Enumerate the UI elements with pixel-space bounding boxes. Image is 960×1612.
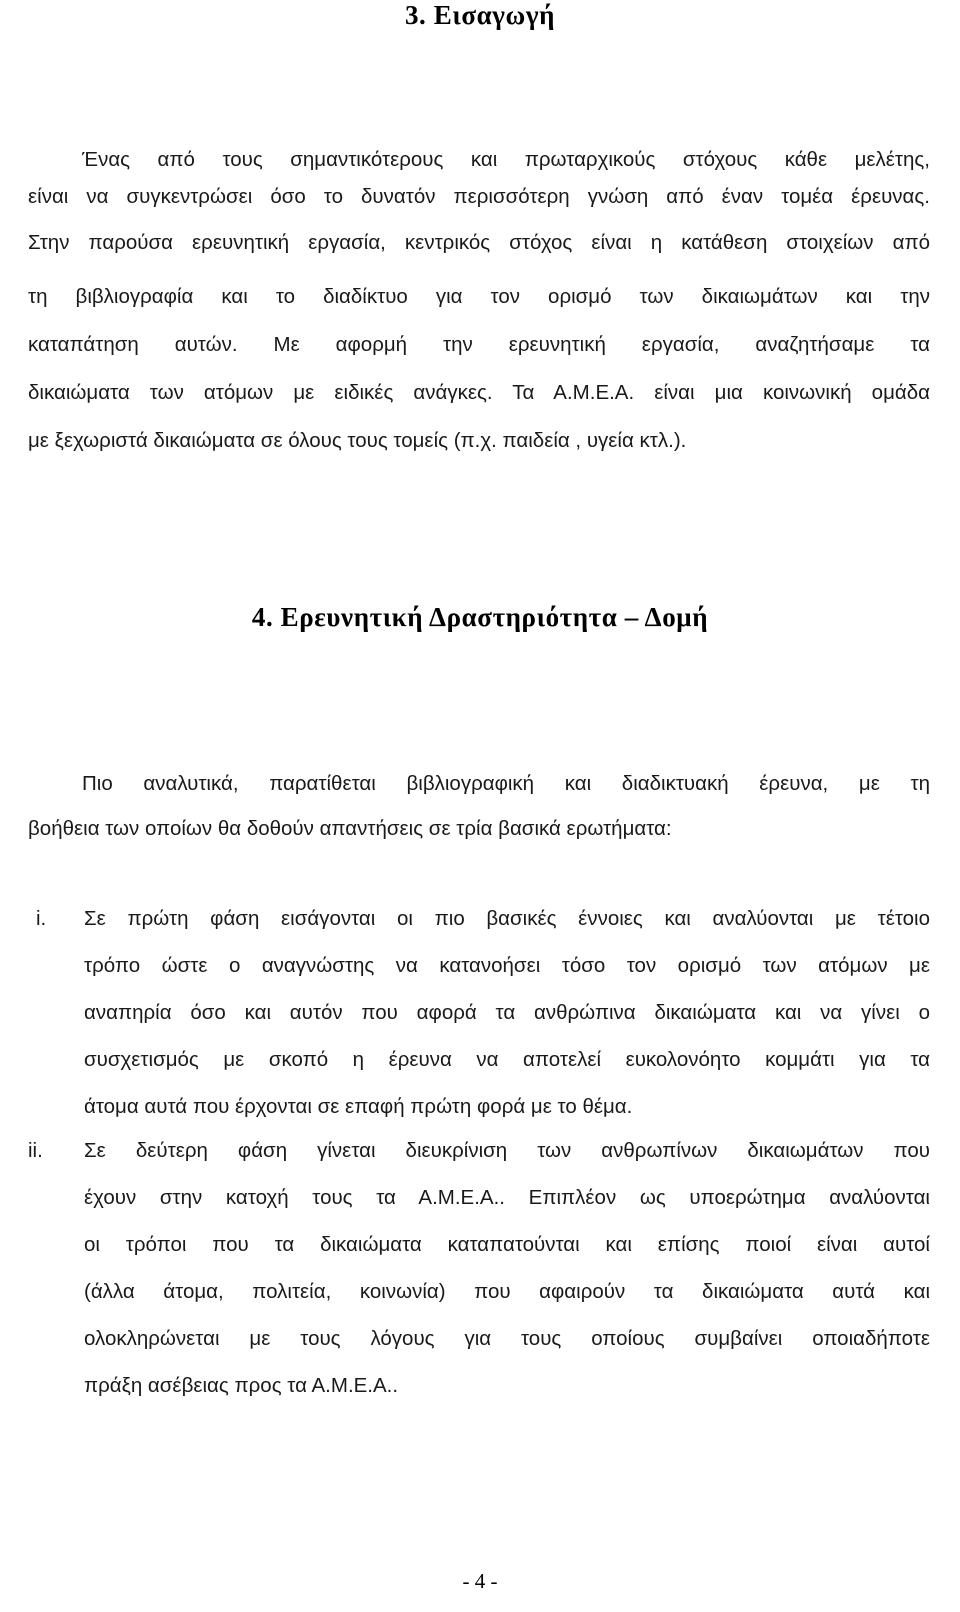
list-item-line: έχουν στην κατοχή τους τα Α.Μ.Ε.Α.. Επιπλέον ως υποερώτημα αναλύονται — [84, 1186, 930, 1209]
section-3-paragraph-line: είναι να συγκεντρώσει όσο το δυνατόν περισσότερη γνώση από έναν τομέα έρευνας. — [28, 185, 930, 208]
list-item-line: οι τρόποι που τα δικαιώματα καταπατούνται και επίσης ποιοί είναι αυτοί — [84, 1233, 930, 1256]
section-3-paragraph-line: τη βιβλιογραφία και το διαδίκτυο για τον ορισμό των δικαιωμάτων και την — [28, 285, 930, 308]
list-item-line: ολοκληρώνεται με τους λόγους για τους οποίους συμβαίνει οποιαδήποτε — [84, 1327, 930, 1350]
section-4-intro-line: βοήθεια των οποίων θα δοθούν απαντήσεις σε τρία βασικά ερωτήματα: — [28, 817, 672, 840]
section-3-paragraph-line: Στην παρούσα ερευνητική εργασία, κεντρικός στόχος είναι η κατάθεση στοιχείων από — [28, 231, 930, 254]
list-item-line: (άλλα άτομα, πολιτεία, κοινωνία) που αφαιρούν τα δικαιώματα αυτά και — [84, 1280, 930, 1303]
page-number: - 4 - — [462, 1569, 498, 1593]
list-marker-i: i. — [36, 907, 47, 930]
section-3-paragraph-line: καταπάτηση αυτών. Με αφορμή την ερευνητική εργασία, αναζητήσαμε τα — [28, 333, 930, 356]
section-3-paragraph-line: με ξεχωριστά δικαιώματα σε όλους τους τομείς (π.χ. παιδεία , υγεία κτλ.). — [28, 429, 687, 452]
section-3-paragraph-line: Ένας από τους σημαντικότερους και πρωταρχικούς στόχους κάθε μελέτης, — [82, 148, 930, 171]
list-item-line: τρόπο ώστε ο αναγνώστης να κατανοήσει τόσο τον ορισμό των ατόμων με — [84, 954, 930, 977]
section-3-paragraph-line: δικαιώματα των ατόμων με ειδικές ανάγκες. Τα Α.Μ.Ε.Α. είναι μια κοινωνική ομάδα — [28, 381, 930, 404]
list-marker-ii: ii. — [28, 1139, 43, 1162]
list-item-line: αναπηρία όσο και αυτόν που αφορά τα ανθρώπινα δικαιώματα και να γίνει ο — [84, 1001, 930, 1024]
list-item-line: συσχετισμός με σκοπό η έρευνα να αποτελεί ευκολονόητο κομμάτι για τα — [84, 1048, 930, 1071]
list-item-line: άτομα αυτά που έρχονται σε επαφή πρώτη φορά με το θέμα. — [84, 1095, 633, 1118]
section-3-heading: 3. Εισαγωγή — [404, 0, 556, 30]
section-4-heading: 4. Ερευνητική Δραστηριότητα – Δομή — [251, 602, 709, 632]
list-item-line: Σε πρώτη φάση εισάγονται οι πιο βασικές έννοιες και αναλύονται με τέτοιο — [84, 907, 930, 930]
list-item-line: Σε δεύτερη φάση γίνεται διευκρίνιση των ανθρωπίνων δικαιωμάτων που — [84, 1139, 930, 1162]
list-item-line: πράξη ασέβειας προς τα Α.Μ.Ε.Α.. — [84, 1374, 399, 1397]
section-4-intro-line: Πιο αναλυτικά, παρατίθεται βιβλιογραφική και διαδικτυακή έρευνα, με τη — [82, 772, 930, 795]
